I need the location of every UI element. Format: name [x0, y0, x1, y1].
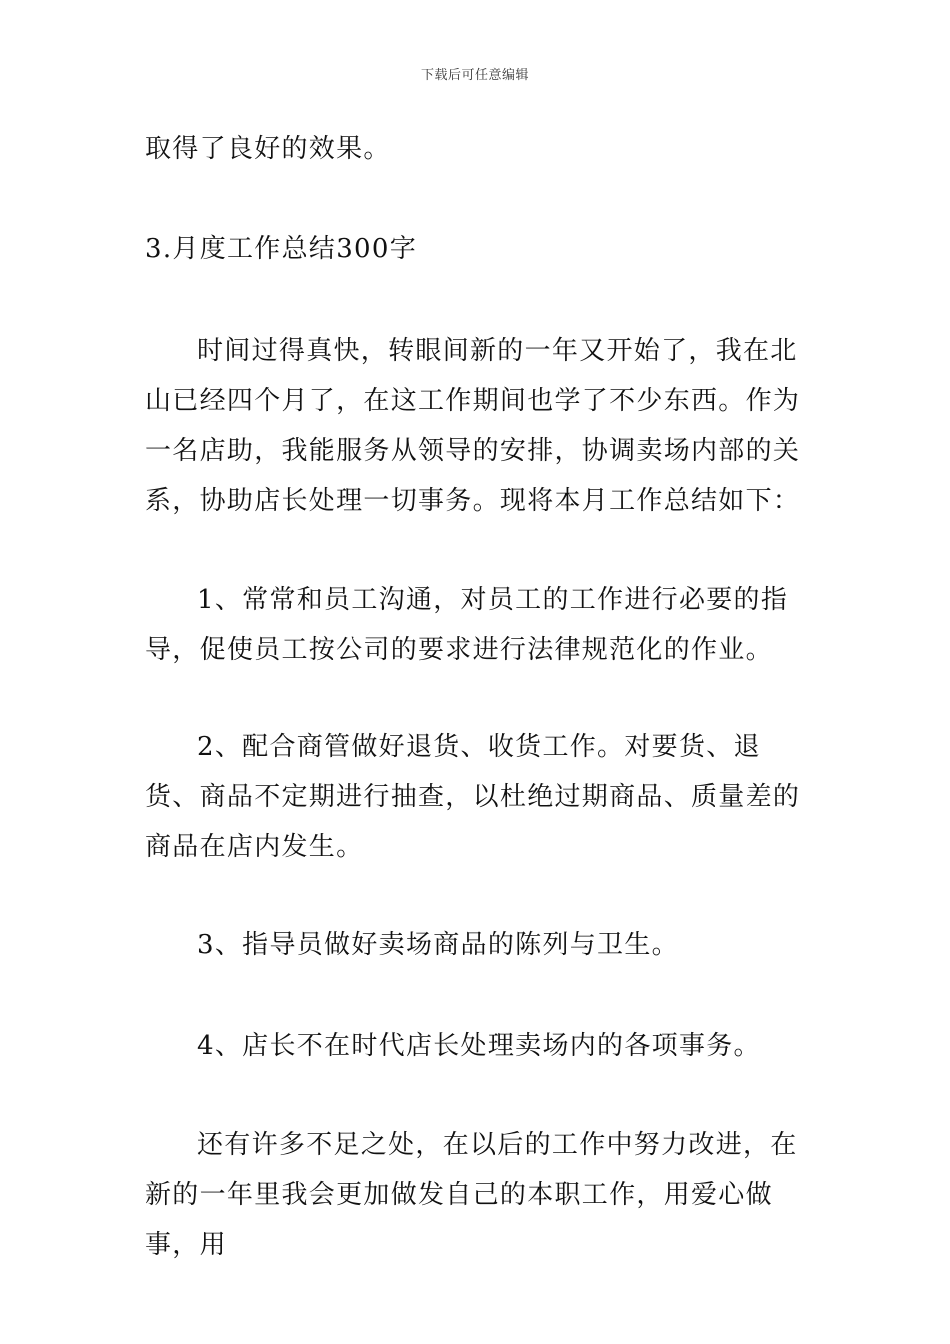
intro-paragraph: 时间过得真快，转眼间新的一年又开始了，我在北山已经四个月了，在这工作期间也学了不少东西。作为一名店助，我能服务从领导的安排，协调卖场内部的关系，协助店长处理一切事务。现将本月工作总结如下：: [145, 336, 801, 516]
section-heading: 3.月度工作总结300字: [145, 234, 418, 264]
list-item-2: 2、配合商管做好退货、收货工作。对要货、退货、商品不定期进行抽查，以杜绝过期商品、质量差的商品在店内发生。: [145, 732, 801, 862]
continuation-line: 取得了良好的效果。: [145, 134, 391, 164]
list-item-3: 3、指导员做好卖场商品的陈列与卫生。: [197, 930, 679, 960]
list-item-4: 4、店长不在时代店长处理卖场内的各项事务。: [197, 1031, 761, 1061]
closing-paragraph: 还有许多不足之处，在以后的工作中努力改进，在新的一年里我会更加做发自己的本职工作，用爱心做事，用: [145, 1130, 798, 1260]
list-item-1: 1、常常和员工沟通，对员工的工作进行必要的指导，促使员工按公司的要求进行法律规范化的作业。: [145, 585, 789, 665]
page-header-note: 下载后可任意编辑: [420, 68, 529, 83]
